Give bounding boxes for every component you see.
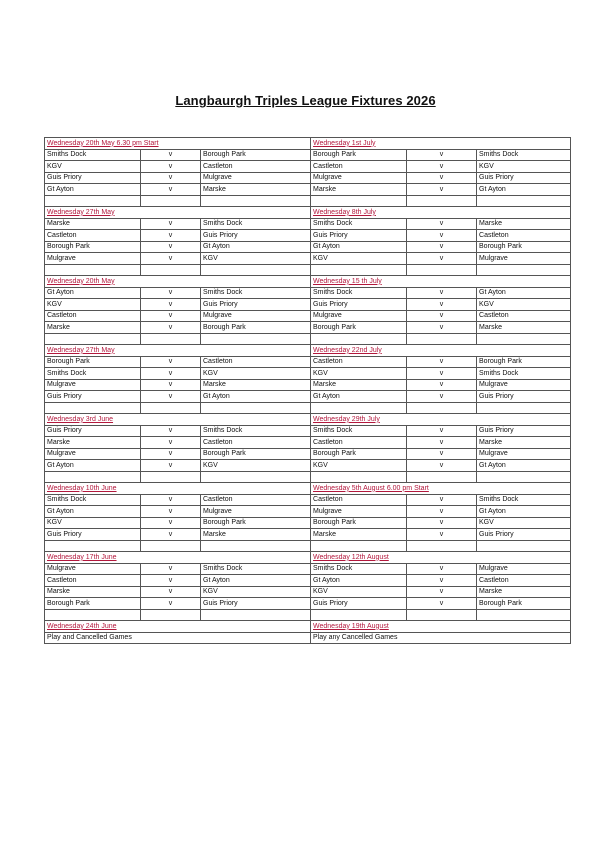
away-team: KGV <box>201 586 311 598</box>
home-team: Guis Priory <box>311 230 407 242</box>
blank-cell <box>311 540 407 552</box>
versus: v <box>407 218 477 230</box>
versus: v <box>141 218 201 230</box>
away-team: Borough Park <box>477 356 571 368</box>
blank-cell <box>477 333 571 345</box>
versus: v <box>407 529 477 541</box>
away-team: Guis Priory <box>477 425 571 437</box>
away-team: Mulgrave <box>201 172 311 184</box>
fixture-date: Wednesday 27th May <box>45 207 311 219</box>
home-team: Borough Park <box>311 517 407 529</box>
away-team: Borough Park <box>201 517 311 529</box>
home-team: Guis Priory <box>45 529 141 541</box>
blank-cell <box>407 264 477 276</box>
blank-cell <box>311 264 407 276</box>
versus: v <box>141 161 201 173</box>
fixture-row <box>45 172 571 184</box>
home-team: Marske <box>311 529 407 541</box>
home-team: Smiths Dock <box>311 287 407 299</box>
blank-cell <box>141 333 201 345</box>
versus: v <box>407 494 477 506</box>
versus: v <box>141 356 201 368</box>
home-team: Castleton <box>311 437 407 449</box>
away-team: Mulgrave <box>477 563 571 575</box>
fixture-date: Wednesday 17th June <box>45 552 311 564</box>
versus: v <box>141 299 201 311</box>
away-team: KGV <box>201 253 311 265</box>
away-team: Smiths Dock <box>477 368 571 380</box>
week-header-row <box>45 276 571 288</box>
home-team: Smiths Dock <box>311 218 407 230</box>
versus: v <box>141 172 201 184</box>
away-team: Gt Ayton <box>477 460 571 472</box>
fixture-row <box>45 368 571 380</box>
home-team: Guis Priory <box>45 391 141 403</box>
fixture-row <box>45 161 571 173</box>
spacer-row <box>45 609 571 621</box>
blank-cell <box>45 540 141 552</box>
blank-cell <box>477 264 571 276</box>
blank-cell <box>477 540 571 552</box>
home-team: KGV <box>311 253 407 265</box>
home-team: Marske <box>311 184 407 196</box>
fixture-row <box>45 437 571 449</box>
fixture-date: Wednesday 20th May 6.30 pm Start <box>45 138 311 150</box>
fixture-row <box>45 310 571 322</box>
versus: v <box>407 575 477 587</box>
home-team: Mulgrave <box>45 253 141 265</box>
versus: v <box>407 172 477 184</box>
versus: v <box>407 379 477 391</box>
away-team: Gt Ayton <box>201 241 311 253</box>
fixture-note: Play and Cancelled Games <box>45 632 311 644</box>
blank-cell <box>311 471 407 483</box>
home-team: Smiths Dock <box>45 494 141 506</box>
away-team: Castleton <box>477 575 571 587</box>
fixture-date: Wednesday 3rd June <box>45 414 311 426</box>
blank-cell <box>201 402 311 414</box>
versus: v <box>407 437 477 449</box>
blank-cell <box>201 264 311 276</box>
versus: v <box>141 253 201 265</box>
away-team: Guis Priory <box>201 230 311 242</box>
away-team: Borough Park <box>201 448 311 460</box>
fixture-row <box>45 149 571 161</box>
away-team: Borough Park <box>477 241 571 253</box>
fixture-row <box>45 517 571 529</box>
away-team: Mulgrave <box>201 310 311 322</box>
away-team: Mulgrave <box>201 506 311 518</box>
blank-cell <box>141 264 201 276</box>
blank-cell <box>407 471 477 483</box>
versus: v <box>141 563 201 575</box>
away-team: Guis Priory <box>477 529 571 541</box>
home-team: Gt Ayton <box>45 460 141 472</box>
home-team: Smiths Dock <box>45 149 141 161</box>
blank-cell <box>201 195 311 207</box>
versus: v <box>407 299 477 311</box>
away-team: Marske <box>201 379 311 391</box>
home-team: Mulgrave <box>311 310 407 322</box>
away-team: Gt Ayton <box>477 506 571 518</box>
blank-cell <box>45 402 141 414</box>
fixture-row <box>45 230 571 242</box>
blank-cell <box>311 609 407 621</box>
away-team: Guis Priory <box>477 172 571 184</box>
versus: v <box>407 241 477 253</box>
fixture-row <box>45 448 571 460</box>
blank-cell <box>407 609 477 621</box>
away-team: Borough Park <box>201 149 311 161</box>
away-team: Marske <box>201 184 311 196</box>
versus: v <box>407 448 477 460</box>
blank-cell <box>45 471 141 483</box>
away-team: Mulgrave <box>477 379 571 391</box>
versus: v <box>407 161 477 173</box>
versus: v <box>141 241 201 253</box>
fixture-row <box>45 506 571 518</box>
week-header-row <box>45 138 571 150</box>
home-team: Gt Ayton <box>311 391 407 403</box>
blank-cell <box>407 333 477 345</box>
versus: v <box>141 529 201 541</box>
away-team: Marske <box>201 529 311 541</box>
versus: v <box>407 425 477 437</box>
fixture-date: Wednesday 5th August 6.00 pm Start <box>311 483 571 495</box>
home-team: Marske <box>45 322 141 334</box>
fixture-row <box>45 529 571 541</box>
versus: v <box>407 184 477 196</box>
versus: v <box>141 437 201 449</box>
fixture-row <box>45 586 571 598</box>
versus: v <box>141 368 201 380</box>
home-team: Gt Ayton <box>45 506 141 518</box>
versus: v <box>141 575 201 587</box>
home-team: KGV <box>45 299 141 311</box>
home-team: Marske <box>311 379 407 391</box>
away-team: Marske <box>477 437 571 449</box>
home-team: Castleton <box>311 161 407 173</box>
week-header-row <box>45 621 571 633</box>
home-team: Smiths Dock <box>45 368 141 380</box>
versus: v <box>407 356 477 368</box>
away-team: KGV <box>477 299 571 311</box>
blank-cell <box>141 195 201 207</box>
home-team: Castleton <box>311 494 407 506</box>
versus: v <box>407 586 477 598</box>
away-team: Gt Ayton <box>201 575 311 587</box>
home-team: Borough Park <box>45 356 141 368</box>
home-team: Gt Ayton <box>311 241 407 253</box>
spacer-row <box>45 264 571 276</box>
versus: v <box>141 494 201 506</box>
fixture-row <box>45 460 571 472</box>
versus: v <box>141 448 201 460</box>
blank-cell <box>477 195 571 207</box>
fixture-row <box>45 575 571 587</box>
fixture-date: Wednesday 20th May <box>45 276 311 288</box>
blank-cell <box>45 333 141 345</box>
away-team: Castleton <box>201 437 311 449</box>
fixture-row <box>45 379 571 391</box>
away-team: Smiths Dock <box>201 563 311 575</box>
away-team: Smiths Dock <box>201 218 311 230</box>
versus: v <box>141 322 201 334</box>
fixture-row <box>45 241 571 253</box>
home-team: KGV <box>311 460 407 472</box>
blank-cell <box>201 540 311 552</box>
versus: v <box>141 506 201 518</box>
away-team: Guis Priory <box>201 299 311 311</box>
home-team: KGV <box>311 586 407 598</box>
away-team: Smiths Dock <box>477 149 571 161</box>
home-team: Mulgrave <box>45 379 141 391</box>
home-team: Mulgrave <box>45 448 141 460</box>
versus: v <box>141 287 201 299</box>
note-row <box>45 632 571 644</box>
home-team: Smiths Dock <box>311 563 407 575</box>
versus: v <box>407 391 477 403</box>
home-team: Borough Park <box>311 448 407 460</box>
fixture-row <box>45 356 571 368</box>
versus: v <box>141 391 201 403</box>
fixture-note: Play any Cancelled Games <box>311 632 571 644</box>
blank-cell <box>311 402 407 414</box>
home-team: Guis Priory <box>311 598 407 610</box>
home-team: Mulgrave <box>311 506 407 518</box>
fixture-row <box>45 184 571 196</box>
versus: v <box>407 598 477 610</box>
away-team: Castleton <box>477 310 571 322</box>
home-team: Castleton <box>45 575 141 587</box>
fixture-date: Wednesday 1st July <box>311 138 571 150</box>
home-team: Marske <box>45 586 141 598</box>
home-team: Guis Priory <box>311 299 407 311</box>
fixture-date: Wednesday 19th August <box>311 621 571 633</box>
fixture-row <box>45 299 571 311</box>
versus: v <box>407 460 477 472</box>
away-team: Borough Park <box>201 322 311 334</box>
home-team: Gt Ayton <box>45 287 141 299</box>
away-team: KGV <box>477 517 571 529</box>
home-team: Guis Priory <box>45 425 141 437</box>
fixture-date: Wednesday 24th June <box>45 621 311 633</box>
home-team: KGV <box>311 368 407 380</box>
week-header-row <box>45 414 571 426</box>
home-team: Marske <box>45 437 141 449</box>
home-team: Borough Park <box>45 241 141 253</box>
blank-cell <box>201 333 311 345</box>
home-team: Marske <box>45 218 141 230</box>
fixtures-table <box>44 137 571 644</box>
fixture-date: Wednesday 22nd July <box>311 345 571 357</box>
away-team: KGV <box>477 161 571 173</box>
blank-cell <box>407 540 477 552</box>
blank-cell <box>45 264 141 276</box>
versus: v <box>141 598 201 610</box>
away-team: Borough Park <box>477 598 571 610</box>
away-team: Smiths Dock <box>201 287 311 299</box>
fixture-row <box>45 253 571 265</box>
spacer-row <box>45 540 571 552</box>
versus: v <box>141 310 201 322</box>
away-team: Guis Priory <box>477 391 571 403</box>
away-team: Gt Ayton <box>201 391 311 403</box>
away-team: Gt Ayton <box>477 184 571 196</box>
away-team: Marske <box>477 322 571 334</box>
home-team: Castleton <box>45 230 141 242</box>
versus: v <box>407 253 477 265</box>
spacer-row <box>45 402 571 414</box>
blank-cell <box>201 471 311 483</box>
away-team: Smiths Dock <box>477 494 571 506</box>
blank-cell <box>45 195 141 207</box>
fixture-row <box>45 322 571 334</box>
blank-cell <box>311 333 407 345</box>
blank-cell <box>477 609 571 621</box>
versus: v <box>407 310 477 322</box>
fixture-date: Wednesday 29th July <box>311 414 571 426</box>
blank-cell <box>311 195 407 207</box>
blank-cell <box>45 609 141 621</box>
fixture-row <box>45 218 571 230</box>
away-team: Guis Priory <box>201 598 311 610</box>
blank-cell <box>407 402 477 414</box>
fixture-row <box>45 494 571 506</box>
versus: v <box>407 149 477 161</box>
blank-cell <box>141 540 201 552</box>
away-team: Castleton <box>201 161 311 173</box>
home-team: Guis Priory <box>45 172 141 184</box>
blank-cell <box>141 609 201 621</box>
fixture-row <box>45 598 571 610</box>
versus: v <box>141 425 201 437</box>
spacer-row <box>45 195 571 207</box>
week-header-row <box>45 345 571 357</box>
fixture-row <box>45 425 571 437</box>
fixture-row <box>45 563 571 575</box>
home-team: Borough Park <box>311 322 407 334</box>
home-team: Mulgrave <box>311 172 407 184</box>
fixture-date: Wednesday 10th June <box>45 483 311 495</box>
page-title: Langbaurgh Triples League Fixtures 2026 <box>175 93 436 108</box>
week-header-row <box>45 552 571 564</box>
away-team: Mulgrave <box>477 253 571 265</box>
home-team: Borough Park <box>311 149 407 161</box>
versus: v <box>407 322 477 334</box>
versus: v <box>407 506 477 518</box>
versus: v <box>141 230 201 242</box>
blank-cell <box>201 609 311 621</box>
fixture-row <box>45 287 571 299</box>
away-team: Smiths Dock <box>201 425 311 437</box>
home-team: KGV <box>45 517 141 529</box>
fixture-row <box>45 391 571 403</box>
away-team: Mulgrave <box>477 448 571 460</box>
fixture-date: Wednesday 27th May <box>45 345 311 357</box>
versus: v <box>407 368 477 380</box>
away-team: Marske <box>477 586 571 598</box>
away-team: KGV <box>201 368 311 380</box>
versus: v <box>141 184 201 196</box>
week-header-row <box>45 483 571 495</box>
home-team: Castleton <box>45 310 141 322</box>
spacer-row <box>45 471 571 483</box>
versus: v <box>141 586 201 598</box>
versus: v <box>407 287 477 299</box>
home-team: Gt Ayton <box>311 575 407 587</box>
week-header-row <box>45 207 571 219</box>
blank-cell <box>477 471 571 483</box>
away-team: Castleton <box>477 230 571 242</box>
home-team: Mulgrave <box>45 563 141 575</box>
away-team: KGV <box>201 460 311 472</box>
versus: v <box>141 460 201 472</box>
home-team: Borough Park <box>45 598 141 610</box>
blank-cell <box>477 402 571 414</box>
fixture-date: Wednesday 12th August <box>311 552 571 564</box>
versus: v <box>141 517 201 529</box>
fixture-date: Wednesday 15 th July <box>311 276 571 288</box>
home-team: KGV <box>45 161 141 173</box>
home-team: Castleton <box>311 356 407 368</box>
versus: v <box>407 563 477 575</box>
away-team: Gt Ayton <box>477 287 571 299</box>
versus: v <box>141 149 201 161</box>
home-team: Gt Ayton <box>45 184 141 196</box>
versus: v <box>407 230 477 242</box>
home-team: Smiths Dock <box>311 425 407 437</box>
spacer-row <box>45 333 571 345</box>
versus: v <box>141 379 201 391</box>
away-team: Marske <box>477 218 571 230</box>
blank-cell <box>141 402 201 414</box>
blank-cell <box>141 471 201 483</box>
away-team: Castleton <box>201 494 311 506</box>
away-team: Castleton <box>201 356 311 368</box>
blank-cell <box>407 195 477 207</box>
versus: v <box>407 517 477 529</box>
fixture-date: Wednesday 8th July <box>311 207 571 219</box>
